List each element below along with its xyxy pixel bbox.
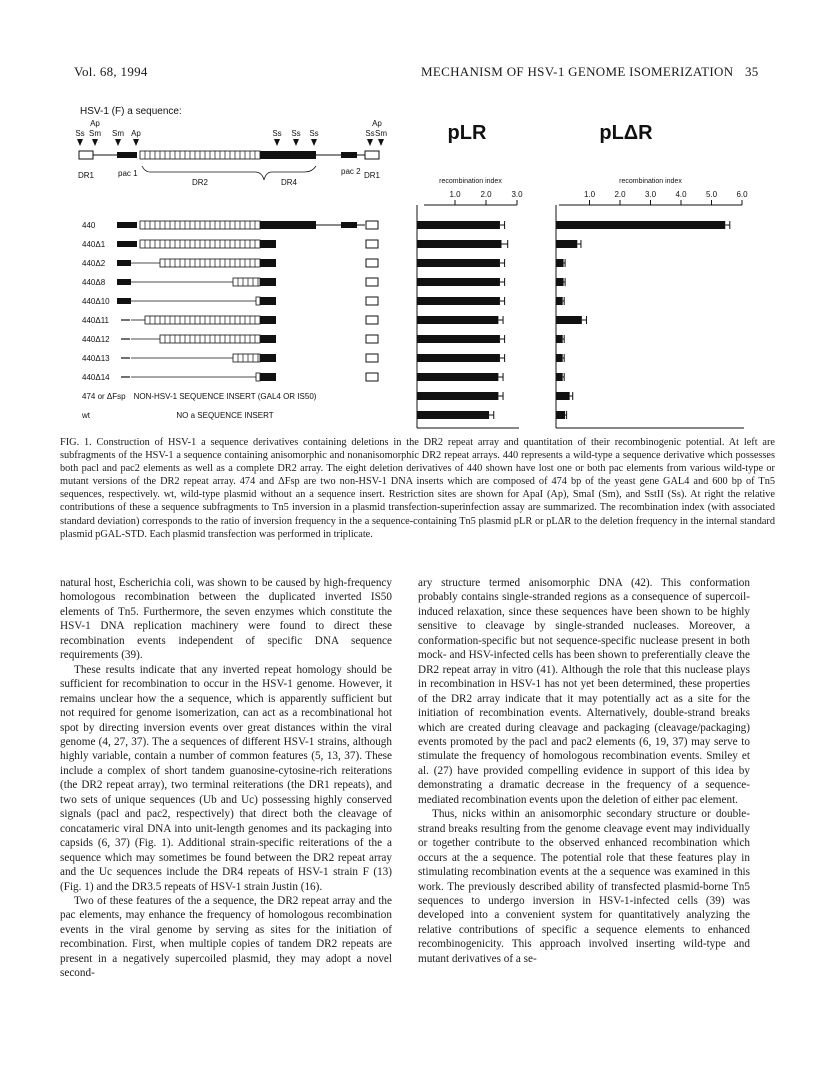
site-arrowhead — [133, 139, 139, 146]
repeat-array-outline — [256, 373, 260, 381]
dr1-right-label: DR1 — [363, 171, 381, 180]
dr1-left-box — [79, 151, 93, 159]
dr4-block — [260, 335, 276, 343]
pac2-block — [341, 222, 357, 228]
repeat-array — [256, 373, 260, 381]
dr4-block — [260, 373, 276, 381]
pac1-block — [117, 222, 137, 228]
repeat-array — [160, 259, 260, 267]
left-paragraph-3: Two of these features of the a sequence, the DR2 repeat array and the pac elements, may enhance the frequency of homologous recombination events in the viral genome by serving as sites for the initiation of recombination. First, when multiple copies of tandem DR2 repeats are present in a negatively supercoiled plasmid, they may adopt a novel second- — [60, 894, 392, 980]
site-label: Ss — [291, 129, 301, 138]
dr4-block — [260, 278, 276, 286]
bar — [556, 335, 563, 343]
site-label: Ap — [131, 129, 141, 138]
pac2-block — [341, 152, 357, 158]
repeat-array — [233, 278, 260, 286]
dr4-block — [260, 354, 276, 362]
repeat-array-outline — [233, 278, 260, 286]
tick-label: 6.0 — [736, 190, 748, 199]
bar — [417, 297, 500, 305]
insert-note: NON-HSV-1 SEQUENCE INSERT (GAL4 OR IS50) — [133, 392, 317, 401]
bar — [417, 335, 500, 343]
map-title: HSV-1 (F) a sequence: — [80, 106, 182, 117]
dr1-box — [366, 221, 378, 229]
tick-label: 2.0 — [480, 190, 492, 199]
bar — [556, 411, 565, 419]
insert-note: NO a SEQUENCE INSERT — [176, 411, 274, 420]
dr1-box — [366, 316, 378, 324]
caption-text: FIG. 1. Construction of HSV-1 a sequence derivatives containing deletions in the DR2 repeat array and quantitation of their recombinogenic potential. At left are subfragments of the HSV-1 a sequence containing anisomorphic and nonanisomorphic DR2 repeat arrays. 440 represents a wild-type a sequence derivative which possesses both pacl and pac2 elements as well as a complete DR2 array. The eight deletion derivatives of 440 shown have lost one or both pac elements from various wild-type or mutant versions of the DR2 repeat array. 474 and ΔFsp are two non-HSV-1 DNA inserts which are composed of 474 bp of the yeast gene GAL4 and 600 bp of Tn5 sequences, respectively. wt, wild-type plasmid without an a sequence insert. Restriction sites are shown for ApaI (Ap), SmaI (Sm), and SstII (Ss). At right the relative contributions of these a sequence subfragments to Tn5 inversion in a plasmid transfection-superinfection assay are summarized. The recombination index (with associated standard deviation) corresponds to the ratio of inversion frequency in the a sequence-containing Tn5 plasmid pLR or pLΔR to the deletion frequency in the internal standard plasmid pGAL-STD. Each plasmid transfection was performed in triplicate. — [60, 437, 775, 540]
figure-1 — [0, 0, 816, 430]
chart-title-0: pLR — [447, 122, 487, 144]
dr4-block — [260, 259, 276, 267]
site-arrowhead — [311, 139, 317, 146]
site-label: Ss — [309, 129, 319, 138]
left-paragraph-1: natural host, Escherichia coli, was shown to be caused by high-frequency homologous recombination between the duplicated inverted IS50 elements of Tn5. Furthermore, the seven enzymes which constitute the HSV-1 DNA replication machinery were found to direct these recombination events independent of specific DNA sequence requirements (39). — [60, 577, 392, 662]
left-paragraph-2: These results indicate that any inverted repeat homology should be sufficient for recombination to occur in the HSV-1 genome. However, it remains unclear how the a sequence, which is apparently sufficient but not required for genome isomerization, can act as a recombinational hot spot by directing inversion events over great distances within the viral genome (4, 27, 37). The a sequences of different HSV-1 strains, although highly variable, contain a number of common features (5, 13, 37). These include a complex of short tandem guanosine-cytosine-rich reiterations (the DR2 repeat array), two terminal reiterations (the DR1 repeats), and two sets of unique sequences (Ub and Uc) possessing highly conserved signals (pacl and pac2, respectively) that direct both the cleavage of concatameric viral DNA into unit-length genomes and its packaging into capsids (6, 37) (Fig. 1). Additional strain-specific reiterations of the a sequence which may sometimes be found between the DR2 repeat array and the Uc sequences include the DR4 repeats of HSV-1 strain F (13) (Fig. 1) and the DR3.5 repeats of HSV-1 strain Justin (16). — [60, 663, 392, 893]
construct-label: 440Δ13 — [82, 354, 110, 363]
bar — [417, 373, 498, 381]
dr1-box — [366, 278, 378, 286]
bar — [556, 278, 564, 286]
construct-label: 440Δ12 — [82, 335, 110, 344]
site-label: Sm — [375, 129, 387, 138]
figure-caption — [60, 436, 775, 541]
construct-label: 440Δ10 — [82, 297, 110, 306]
pac1-block — [117, 279, 131, 285]
bar — [556, 240, 577, 248]
site-label: Ap — [372, 119, 382, 128]
pac1-block — [117, 260, 131, 266]
construct-label: 440Δ14 — [82, 373, 110, 382]
bar — [417, 221, 500, 229]
construct-label: 440Δ2 — [82, 259, 106, 268]
construct-label: 440Δ8 — [82, 278, 106, 287]
repeat-array — [160, 335, 260, 343]
site-arrowhead — [274, 139, 280, 146]
pac2-label: pac 2 — [341, 167, 361, 176]
dr2-label: DR2 — [191, 178, 209, 187]
bar — [556, 373, 563, 381]
dr1-left-label: DR1 — [77, 171, 95, 180]
chart-xlabel-1: recombination index — [619, 178, 682, 185]
pac1-block — [117, 241, 137, 247]
bar — [556, 354, 563, 362]
dr4-block — [260, 221, 316, 229]
page-number: 35 — [745, 64, 759, 79]
site-arrowhead — [92, 139, 98, 146]
tick-label: 1.0 — [449, 190, 461, 199]
repeat-array — [256, 297, 260, 305]
bar — [417, 278, 500, 286]
repeat-array — [145, 316, 260, 324]
bar — [417, 240, 502, 248]
dr1-box — [366, 297, 378, 305]
site-label: Sm — [112, 129, 124, 138]
right-paragraph-2: Thus, nicks within an anisomorphic secondary structure or double-strand breaks resulting from the genome cleavage event may individually or together contribute to the observed enhanced recombination which occurs at the a sequence. The potential role that these features play in stimulating recombination events at the a sequence was examined in this work. The previously described ability of transfected plasmid-borne Tn5 sequences to undergo inversion in HSV-1-infected cells (39) was developed into a convenient system for quantitatively analyzing the relative contributions of specific a sequence elements to enhanced recombinogenicity. This approach involved inserting wild-type and mutant derivatives of a se- — [418, 808, 750, 965]
bar — [556, 259, 564, 267]
tick-label: 5.0 — [705, 190, 718, 199]
dr1-box — [366, 259, 378, 267]
pac1-block — [117, 298, 131, 304]
site-label: Ss — [272, 129, 282, 138]
dr4-block — [260, 297, 276, 305]
bar — [417, 354, 500, 362]
site-label: Ss — [365, 129, 375, 138]
running-header-volume: Vol. 68, 1994 — [74, 64, 148, 79]
construct-label: wt — [82, 411, 90, 420]
bar — [417, 392, 498, 400]
pac1-label: pac 1 — [118, 169, 138, 178]
site-label: Sm — [89, 129, 101, 138]
dr1-box — [366, 240, 378, 248]
bar — [417, 259, 500, 267]
repeat-array-outline — [256, 297, 260, 305]
bar — [417, 316, 498, 324]
repeat-array-outline — [233, 354, 260, 362]
tick-label: 3.0 — [644, 190, 657, 199]
bar — [417, 411, 489, 419]
dr4-block — [260, 151, 316, 159]
site-arrowhead — [367, 139, 373, 146]
site-arrowhead — [293, 139, 299, 146]
repeat-array-outline — [145, 316, 260, 324]
dr2-array — [140, 151, 260, 159]
tick-label: 4.0 — [675, 190, 687, 199]
dr4-label: DR4 — [280, 178, 298, 187]
repeat-array — [233, 354, 260, 362]
site-arrowhead — [378, 139, 384, 146]
site-arrowhead — [115, 139, 121, 146]
right-paragraph-1: ary structure termed anisomorphic DNA (42). This conformation probably contains single-stranded regions as a consequence of supercoil-induced relaxation, since these sequences have been shown to be highly sensitive to cleavage by single-stranded nucleases. Moreover, a conformation-specific but not sequence-specific nuclease present in both mock- and HSV-infected cells has been shown to preferentially cleave the DR2 repeat array in vitro (41). Although the role that this nuclease plays in recombination in HSV-1 has not yet been determined, these properties of the DR2 array indicate that it may potentially act as a site for the initiation of recombination events. Alternatively, double-strand breaks which are created during cleavage and packaging (cleavage/packaging) events promoted by the pacl and pac2 elements (6, 19, 37) may serve to stimulate the frequency of homologous recombination events. Smiley et al. (27) have provided compelling evidence in support of this idea by demonstrating a dramatic decrease in the frequency of a sequence-mediated recombination events upon the deletion of either pac element. — [418, 577, 750, 806]
repeat-array — [140, 221, 260, 229]
construct-label: 474 or ΔFsp — [82, 392, 126, 401]
site-arrowhead — [77, 139, 83, 146]
dr1-box — [366, 373, 378, 381]
bar — [556, 221, 725, 229]
left-column — [60, 576, 392, 981]
right-column — [418, 576, 750, 966]
running-header-title: MECHANISM OF HSV-1 GENOME ISOMERIZATION — [421, 64, 734, 79]
dr1-right-box — [365, 151, 379, 159]
site-label: Ss — [75, 129, 85, 138]
chart-xlabel-0: recombination index — [439, 178, 502, 185]
construct-label: 440Δ1 — [82, 240, 106, 249]
construct-label: 440Δ11 — [82, 316, 109, 325]
chart-title-1: pLΔR — [599, 122, 653, 144]
repeat-array — [140, 240, 260, 248]
bar — [556, 392, 570, 400]
dr1-box — [366, 335, 378, 343]
pac1-block — [117, 152, 137, 158]
site-label: Ap — [90, 119, 100, 128]
tick-label: 3.0 — [511, 190, 523, 199]
bar — [556, 316, 582, 324]
dr1-box — [366, 354, 378, 362]
tick-label: 1.0 — [583, 190, 596, 199]
tick-label: 2.0 — [614, 190, 626, 199]
dr4-block — [260, 240, 276, 248]
dr4-block — [260, 316, 276, 324]
bar — [556, 297, 563, 305]
construct-label: 440 — [82, 221, 96, 230]
